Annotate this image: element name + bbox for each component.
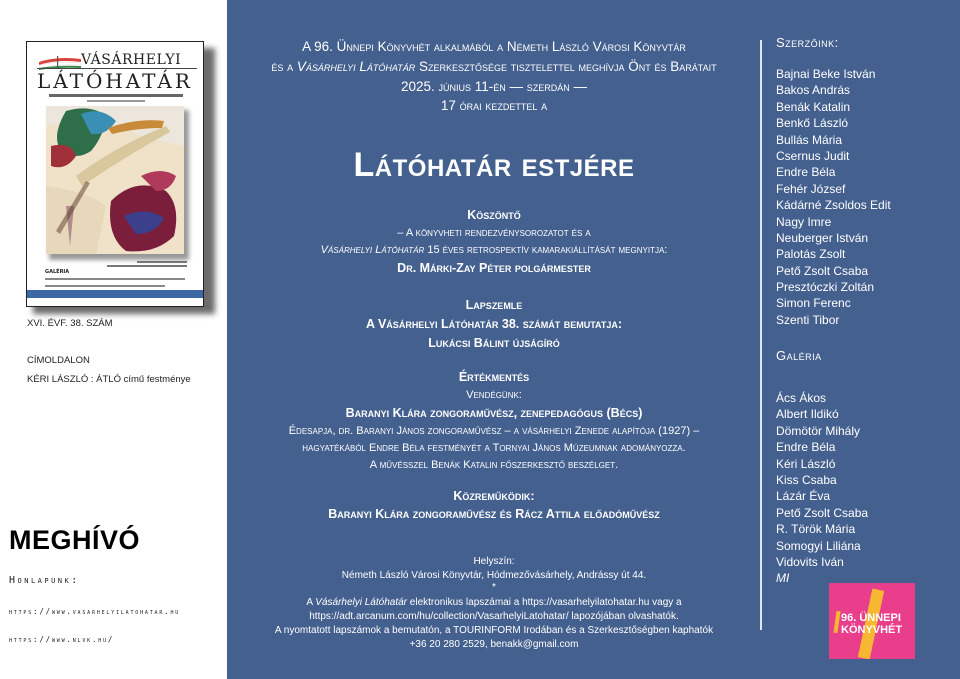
gallery-artist-item: Albert Ildikó <box>776 407 839 422</box>
magazine-cover <box>26 41 204 307</box>
logo-text <box>841 612 902 636</box>
abstract-painting-image <box>46 106 184 254</box>
cover-artwork-credit: KÉRI LÁSZLÓ : ÁTLÓ című festménye <box>27 374 191 385</box>
author-item: Neuberger István <box>776 230 869 245</box>
lapszemle-line-1: A Vásárhelyi Látóhatár 38. számát bemutatja: <box>365 317 623 331</box>
gallery-artist-item: Kéri László <box>776 456 836 471</box>
author-item: Szenti Tibor <box>776 312 840 327</box>
ertekmentes-line-3: A művésszel Benák Katalin főszerkesztő beszélget. <box>369 459 619 471</box>
gallery-artist-item: Lázár Éva <box>776 489 831 504</box>
author-item: Bakos András <box>776 83 851 98</box>
cover-blue-band <box>27 290 203 298</box>
author-item: Csernus Judit <box>776 148 850 163</box>
event-title: Látóhatár estjére <box>353 146 635 184</box>
authors-list <box>776 66 891 328</box>
invitation-panel <box>227 0 960 679</box>
gallery-artist-item: Vidovits Iván <box>776 554 844 569</box>
author-item: Palotás Zsolt <box>776 247 846 262</box>
magazine-name: Vásárhelyi Látóhatár <box>296 59 416 74</box>
gallery-artist-item: R. Török Mária <box>776 522 856 537</box>
magazine-name: Vásárhelyi Látóhatár <box>320 244 425 256</box>
cover-label: CÍMOLDALON <box>27 355 90 366</box>
section-heading-ertekmentes: Értékmentés <box>458 370 530 384</box>
author-item: Benkő László <box>776 116 849 131</box>
gallery-artist-item: Endre Béla <box>776 440 836 455</box>
author-item: Pető Zsolt Csaba <box>776 263 869 278</box>
intro-date: 2025. június 11-én — szerdán — <box>400 79 588 94</box>
gallery-list <box>776 390 868 587</box>
cover-title-line1: VÁSÁRHELYI <box>81 52 182 68</box>
author-item: Endre Béla <box>776 165 836 180</box>
gallery-artist-item: Kiss Csaba <box>776 472 837 487</box>
koszonto-line-2 <box>227 244 761 256</box>
koszonto-speaker: Dr. Márki-Zay Péter polgármester <box>397 261 591 275</box>
ertekmentes-guest: Baranyi Klára zongoraművész, zenepedagógus (Bécs) <box>345 406 643 420</box>
author-item: Simon Ferenc <box>776 296 851 311</box>
section-heading-kozremukodik: Közreműködik: <box>453 489 535 503</box>
magazine-name: Vásárhelyi Látóhatár <box>315 597 408 608</box>
ertekmentes-line-1: Édesapja, dr. Baranyi János zongoraművész – a vásárhelyi Zenede alapítója (1927) – <box>288 425 700 437</box>
footer-line-3: A nyomtatott lapszámok a bemutatón, a TOURINFORM Irodában és a Szerkesztőségben kaphatók <box>274 625 714 636</box>
gallery-artist-item: Pető Zsolt Csaba <box>776 505 869 520</box>
cover-painting <box>46 106 184 254</box>
invitation-heading: MEGHÍVÓ <box>9 525 141 555</box>
koszonto-text: 15 éves retrospektív kamarakiállítását megnyitja: <box>427 244 668 256</box>
section-heading-koszonto: Köszöntő <box>467 208 521 222</box>
caption-line <box>107 265 187 267</box>
column-divider <box>760 40 762 630</box>
website-link-nlvk[interactable]: https://www.nlvk.hu/ <box>9 635 115 644</box>
website-link-latohatar[interactable]: https://www.vasarhelyilatohatar.hu <box>9 607 181 616</box>
koszonto-line-1: – A könyvheti rendezvénysorozatot és a <box>397 227 591 239</box>
cover-title-line2: LÁTÓHATÁR <box>37 69 193 93</box>
intro-text: és a <box>271 59 297 74</box>
cover-gallery-heading: GALÉRIA <box>45 269 70 275</box>
book-week-logo <box>829 583 915 659</box>
caption-line <box>137 261 187 263</box>
intro-line-2 <box>227 59 761 74</box>
gallery-artist-item: Dömötör Mihály <box>776 423 861 438</box>
gallery-artist-item: Somogyi Liliána <box>776 538 861 553</box>
gallery-heading: Galéria <box>776 348 822 363</box>
author-item: Presztóczki Zoltán <box>776 280 875 295</box>
authors-heading: Szerzőink: <box>776 35 839 50</box>
venue-label: Helyszín: <box>473 556 515 567</box>
ertekmentes-guest-label: Vendégünk: <box>466 389 522 401</box>
issue-number: XVI. ÉVF. 38. SZÁM <box>27 318 113 329</box>
footer-line-1 <box>227 597 761 608</box>
author-item: Bajnai Beke István <box>776 67 876 81</box>
footer-text: A <box>306 597 316 608</box>
section-heading-lapszemle: Lapszemle <box>465 298 523 312</box>
intro-time: 17 órai kezdettel a <box>440 98 548 113</box>
intro-text: Szerkesztősége tisztelettel meghívja Önt és Barátait <box>415 59 717 74</box>
author-item: Kádárné Zsoldos Edit <box>776 198 891 213</box>
gallery-artist-item: Ács Ákos <box>776 391 827 405</box>
cover-gallery-line <box>45 278 185 280</box>
venue-address: Németh László Városi Könyvtár, Hódmezővásárhely, Andrássy út 44. <box>341 570 647 581</box>
logo-line-1: 96. ÜNNEPI <box>841 612 901 624</box>
cover-gallery-line <box>45 285 165 287</box>
author-item: Benák Katalin <box>776 99 851 114</box>
footer-text: elektronikus lapszámai a https://vasarhelyilatohatar.hu vagy a <box>407 597 682 608</box>
ertekmentes-line-2: hagyatékából Endre Béla festményét a Tornyai János Múzeumnak adományozza. <box>302 442 686 454</box>
gallery-artist-item: MI <box>776 571 790 586</box>
separator-star: * <box>492 582 496 593</box>
footer-line-2: https://adt.arcanum.com/hu/collection/VasarhelyiLatohatar/ lapozójában olvashatók. <box>309 611 679 622</box>
logo-line-2: KÖNYVHÉT <box>841 624 903 636</box>
author-item: Fehér József <box>776 181 846 196</box>
websites-label: Honlapunk: <box>9 575 80 586</box>
cover-url-bar <box>87 100 145 102</box>
cover-subtitle-bar <box>49 94 183 97</box>
kozremukodik-performers: Baranyi Klára zongoraművész és Rácz Attila előadóművész <box>328 507 660 521</box>
left-panel <box>0 0 227 679</box>
footer-contact: +36 20 280 2529, benakk@gmail.com <box>409 639 579 650</box>
lapszemle-speaker: Lukácsi Bálint újságíró <box>428 336 560 350</box>
author-item: Bullás Mária <box>776 132 843 147</box>
intro-line-1: A 96. Ünnepi Könyvhét alkalmából a Németh László Városi Könyvtár <box>302 39 686 54</box>
cover-masthead <box>27 42 203 94</box>
author-item: Nagy Imre <box>776 214 832 229</box>
logo-yellow-mark <box>833 611 840 633</box>
